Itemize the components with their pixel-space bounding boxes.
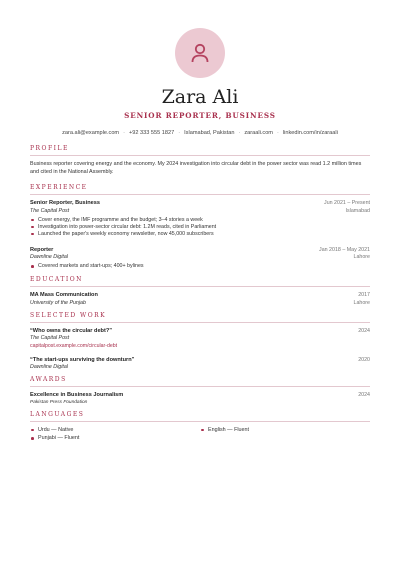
work-title: “Who owns the circular debt?” xyxy=(30,327,113,334)
dot-icon xyxy=(31,429,34,432)
section-title: EDUCATION xyxy=(30,276,370,287)
award-title: Excellence in Business Journalism xyxy=(30,392,124,398)
job-role: Reporter xyxy=(30,246,54,253)
contact-phone: +92 333 555 1827 xyxy=(128,130,175,136)
work-entry xyxy=(30,328,370,349)
language-item: English — Fluent xyxy=(200,427,370,434)
section-title: PROFILE xyxy=(30,145,370,156)
separator: · xyxy=(238,130,241,136)
bullet-item: Investigation into power-sector circular debt: 1.2M reads, cited in Parliament xyxy=(30,224,370,231)
work-entry xyxy=(30,357,370,371)
section-title: AWARDS xyxy=(30,376,370,387)
separator: · xyxy=(123,130,125,136)
section-title: EXPERIENCE xyxy=(30,184,370,195)
work-link[interactable]: capitalpost.example.com/circular-debt xyxy=(30,342,118,349)
language-item: Urdu — Native xyxy=(30,427,200,434)
job-bullets xyxy=(30,217,370,238)
contact-website: zaraali.com xyxy=(244,130,273,136)
awards-section xyxy=(30,376,370,405)
language-item: Punjabi — Fluent xyxy=(30,435,200,442)
experience-entry xyxy=(30,247,370,271)
work-outlet: Dawnline Digital xyxy=(30,364,68,370)
school: University of the Punjab xyxy=(30,299,86,306)
education-year: 2017 xyxy=(358,292,370,298)
separator: · xyxy=(178,130,181,136)
work-year: 2020 xyxy=(358,356,370,363)
education-section xyxy=(30,276,370,306)
job-role: Senior Reporter, Business xyxy=(30,200,100,206)
job-org: Dawnline Digital xyxy=(30,254,68,260)
work-section xyxy=(30,312,370,371)
job-date: Jan 2018 – May 2021 xyxy=(319,246,370,253)
dot-icon xyxy=(31,219,34,222)
dot-icon xyxy=(31,226,34,229)
contact-linkedin: linkedin.com/in/zaraali xyxy=(282,130,338,136)
work-title: “The start-ups surviving the downturn” xyxy=(30,356,135,363)
job-location: Lahore xyxy=(353,254,370,260)
bullet-item: Covered markets and start-ups; 400+ bylines xyxy=(30,263,370,270)
award-year: 2024 xyxy=(358,392,370,398)
job-title: SENIOR REPORTER, BUSINESS xyxy=(124,111,276,120)
contact-email: zara.ali@example.com xyxy=(62,130,120,136)
bullet-item: Launched the paper's weekly economy newsletter, now 45,000 subscribers xyxy=(30,231,370,238)
degree: MA Mass Communication xyxy=(30,292,98,298)
candidate-name: Zara Ali xyxy=(161,86,239,108)
section-title: SELECTED WORK xyxy=(30,312,370,323)
dot-icon xyxy=(31,265,34,268)
language-list xyxy=(30,427,370,442)
work-year: 2024 xyxy=(358,327,370,334)
profile-text: Business reporter covering energy and the economy. My 2024 investigation into circular debt in the power sector was read 1.2 million times and cited in the National Assembly. xyxy=(30,161,362,175)
job-org: The Capital Post xyxy=(30,207,70,214)
experience-section xyxy=(30,184,370,270)
languages-section xyxy=(30,411,370,442)
avatar-wrap xyxy=(30,0,370,78)
experience-entry xyxy=(30,200,370,238)
section-title: LANGUAGES xyxy=(30,411,370,422)
separator: · xyxy=(276,130,279,136)
contact-line xyxy=(30,130,370,136)
job-date: Jun 2021 – Present xyxy=(324,200,370,206)
job-bullets xyxy=(30,263,370,270)
job-location: Islamabad xyxy=(345,207,370,214)
dot-icon xyxy=(31,233,34,236)
dot-icon xyxy=(31,437,34,440)
avatar xyxy=(175,28,225,78)
contact-location: Islamabad, Pakistan xyxy=(184,130,235,136)
user-icon xyxy=(188,41,212,65)
profile-section xyxy=(30,145,370,176)
award-org: Pakistan Press Foundation xyxy=(30,399,88,405)
work-outlet: The Capital Post xyxy=(30,335,70,341)
education-location: Lahore xyxy=(353,299,370,306)
education-entry xyxy=(30,292,370,306)
award-entry xyxy=(30,392,370,405)
bullet-item: Cover energy, the IMF programme and the budget; 3–4 stories a week xyxy=(30,217,370,224)
dot-icon xyxy=(201,429,204,432)
